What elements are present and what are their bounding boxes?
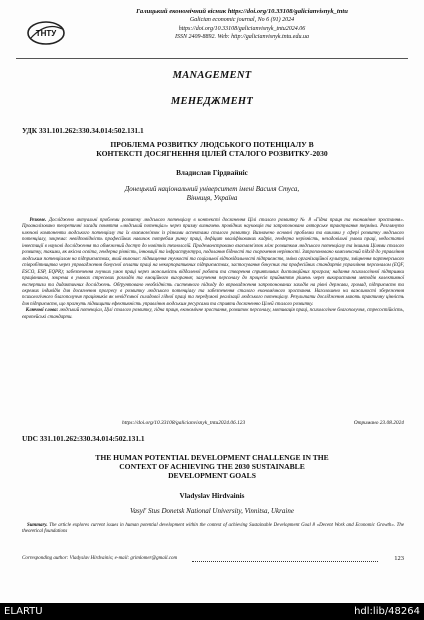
journal-title-en: Galician economic journal, No 6 (91) 2024 [189, 17, 295, 24]
page-footer [22, 556, 404, 561]
section-title-en: MANAGEMENT [172, 70, 252, 81]
university-logo-icon [26, 19, 66, 47]
journal-header [16, 6, 412, 56]
summary-label-en: Summary. [26, 523, 48, 528]
udc-code-ua: УДК 331.101.262:330.34.014:502.131.1 [22, 126, 144, 135]
page-number: 123 [394, 555, 404, 562]
handle-id: hdl:lib/48264 [354, 606, 420, 617]
udc-code-en: UDC 331.101.262:330.34.014:502.131.1 [22, 434, 145, 443]
abstract-label-ua: Резюме. [29, 218, 47, 223]
summary-en [22, 523, 404, 536]
repository-bar [0, 603, 424, 620]
title-en-line-3: DEVELOPMENT GOALS [168, 471, 256, 480]
received-date: Отримано 23.08.2024 [353, 420, 404, 426]
affiliation-ua [40, 185, 384, 203]
corresponding-author: Corresponding author: Vladyslav Hirdvainis; e-mail: grimlomer@gmail.com [22, 556, 178, 561]
article-doi-link[interactable]: https://doi.org/10.33108/galicianvisnyk_tntu2024.06.123 [122, 420, 246, 426]
journal-issn: ISSN 2409-8892. Web: http://galicianvisnyk.tntu.edu.ua [175, 34, 309, 41]
abstract-text-ua: Досліджено актуальні проблеми розвитку людського потенціалу в контексті досягнення Цілі сталого розвитку № 8 «Гідна праця та економічне зростання». Проаналізовано теоретичні засади поняття «людський потенціал» через призму визначень провідних науковців та запропоновано авторське трактування терміна. Розглянуто ключові компоненти людського потенціалу та їх взаємозв'язок із різними аспектами сталого розвитку. Визначено основні проблеми та виклики у сфері розвитку людського потенціалу, зокрема: невідповідність професійних навичок потребам ринку праці, дефіцит кваліфікованих кадрів, гендерна нерівність, незадовільні умови праці, недостатні інвестиції в наукові дослідження та обмежений доступ до новітніх технологій. Продемонстровано взаємозв'язок між розвитком людського потенціалу та іншими Цілями сталого розвитку, такими, як якісна освіта, гендерна рівність, інновації та інфраструктура, подолання бідності та скорочення нерівності. Запропоновано комплексний підхід до управління людським потенціалом на підприємствах, який включає: підвищення гнучкості та соціальної відповідальності підприємств, зміна організаційної культури, зміцнення партнерського співробітництва через упровадження бонусної оплати праці на некорпоративних підприємствах, застосування бонусних та професійних стандартів управління персоналом (EQF, ESCO, ESP, EQPR); забезпечення гнучких умов праці через можливість віддаленої роботи та створення сприятливих дистанційних програм; надання психологічної підтримки працівникам, зокрема в умовах стресових розладів та емоційного вигорання; залучення персоналу до процесів прийняття рішень через використання методів колективної експертизи та дидактичних досліджень. Обґрунтовано необхідність системного підходу до впровадження запропонованих заходів на рівні держави, громад, підприємств та окремих індивідів для досягнення прогресу в розвитку людського потенціалу та забезпечення сталого економічного зростання. Наголошено на важливості збереження психологічного благополуччя працівників як невід'ємної складової гідної праці та передумові реалізації людського потенціалу. Результати дослідження мають практичну цінність для підприємств, що прагнуть підвищити ефективність управління людським ресурсами та сприяти досягненню Цілей сталого розвитку. [22, 218, 404, 307]
title-en-line-2: CONTEXT OF ACHIEVING THE 2030 SUSTAINABLE [119, 462, 305, 471]
title-ua-line-2: КОНТЕКСТІ ДОСЯГНЕННЯ ЦІЛЕЙ СТАЛОГО РОЗВИТКУ-2030 [96, 149, 328, 158]
article-title-ua [40, 140, 384, 158]
affiliation-en: Vasyl' Stus Donetsk National University, Vinnitsa, Ukraine [130, 507, 294, 515]
header-divider [16, 58, 408, 59]
author-name-en: Vladyslav Hirdvainis [179, 492, 245, 500]
abstract-ua [22, 218, 404, 321]
journal-header-text [82, 8, 402, 42]
logo-text: ТНТУ [35, 29, 57, 38]
footer-dot-leader [192, 556, 378, 562]
journal-title-ua: Галицький економічний вісник https://doi.org/10.33108/galicianvisnyk_tntu [136, 8, 348, 15]
article-title-en [40, 453, 384, 480]
author-name-ua: Владислав Гірдвайніс [176, 169, 248, 177]
affiliation-ua-line-2: Вінниця, Україна [186, 194, 238, 202]
keywords-label-ua: Ключові слова: [25, 308, 59, 314]
title-en-line-1: THE HUMAN POTENTIAL DEVELOPMENT CHALLENGE IN THE [95, 453, 329, 462]
keywords-text-ua: людський потенціал, Цілі сталого розвитку, гідна праця, економічне зростання, розвиток персоналу, мотивація праці, психологічне благополуччя, стресостійкість, європейські стандарти. [22, 308, 405, 320]
issue-doi[interactable]: https://doi.org/10.33108/galicianvisnyk_tntu2024.06 [178, 25, 306, 32]
affiliation-ua-line-1: Донецький національний університет імені Василя Стуса, [124, 185, 300, 193]
summary-text-en: The article explores current issues in human potential development within the context of achieving Sustainable Development Goal 8 «Decent Work and Economic Growth». The theoretical foundations [22, 523, 404, 535]
repository-name: ELARTU [4, 606, 43, 617]
title-ua-line-1: ПРОБЛЕМА РОЗВИТКУ ЛЮДСЬКОГО ПОТЕНЦІАЛУ В [110, 140, 314, 149]
section-title-ua: МЕНЕДЖМЕНТ [170, 96, 254, 107]
